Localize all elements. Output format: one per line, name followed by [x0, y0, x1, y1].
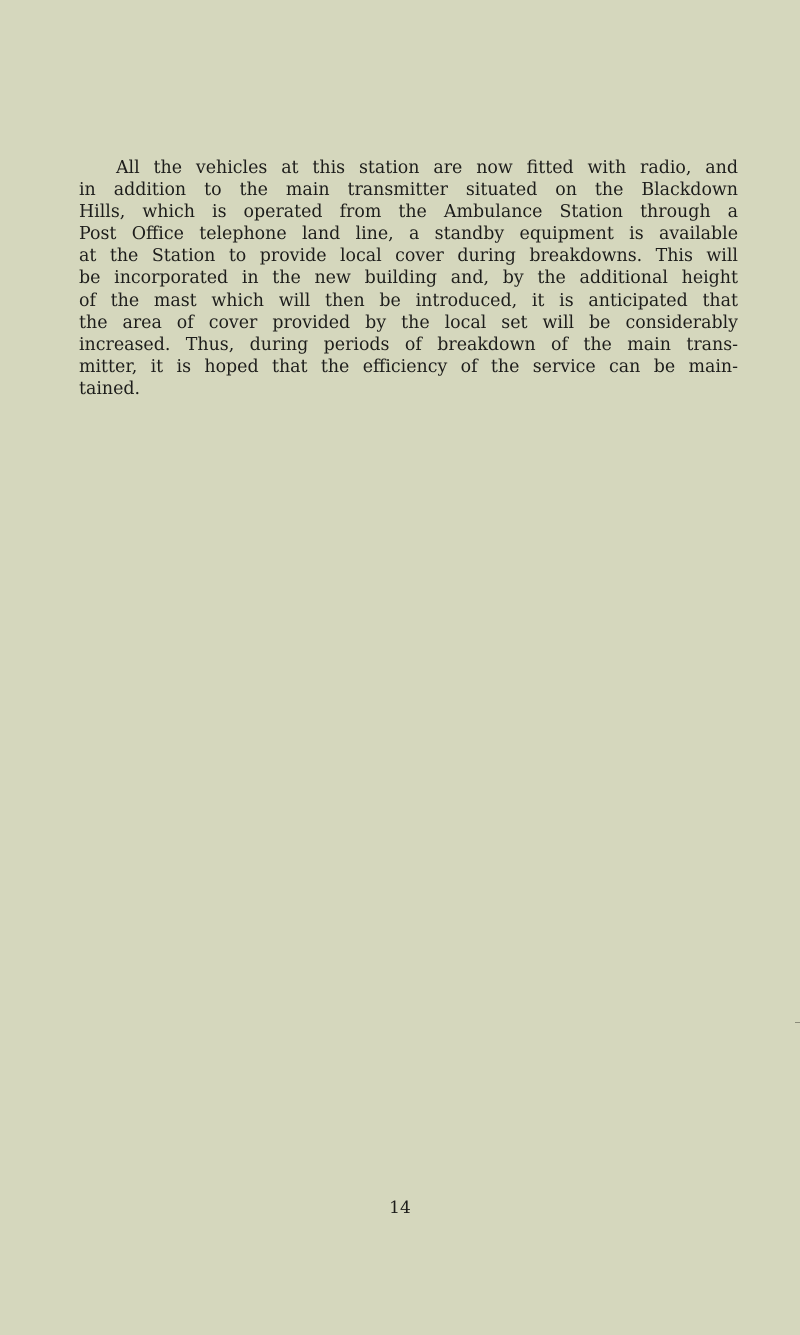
paragraph-line: Post Office telephone land line, a standby equipment is available [79, 224, 738, 245]
scan-edge-mark [795, 1022, 800, 1023]
paragraph-line: All the vehicles at this station are now fitted with radio, and [116, 158, 738, 178]
paragraph-line: at the Station to provide local cover during breakdowns. This will [79, 246, 738, 267]
paragraph-line: the area of cover provided by the local set will be considerably [79, 312, 738, 333]
paragraph-line: in addition to the main transmitter situated on the Blackdown [79, 180, 738, 201]
paragraph-line: mitter, it is hoped that the efficiency of the service can be main- [79, 356, 738, 377]
body-paragraph [79, 157, 738, 400]
page-number: 14 [389, 1198, 411, 1218]
paragraph-line: increased. Thus, during periods of breakdown of the main trans- [79, 334, 738, 355]
paragraph-line: be incorporated in the new building and, by the additional height [79, 268, 738, 289]
paragraph-line: tained. [79, 378, 141, 399]
paragraph-line: Hills, which is operated from the Ambulance Station through a [79, 202, 738, 223]
paragraph-line: of the mast which will then be introduced, it is anticipated that [79, 290, 738, 311]
